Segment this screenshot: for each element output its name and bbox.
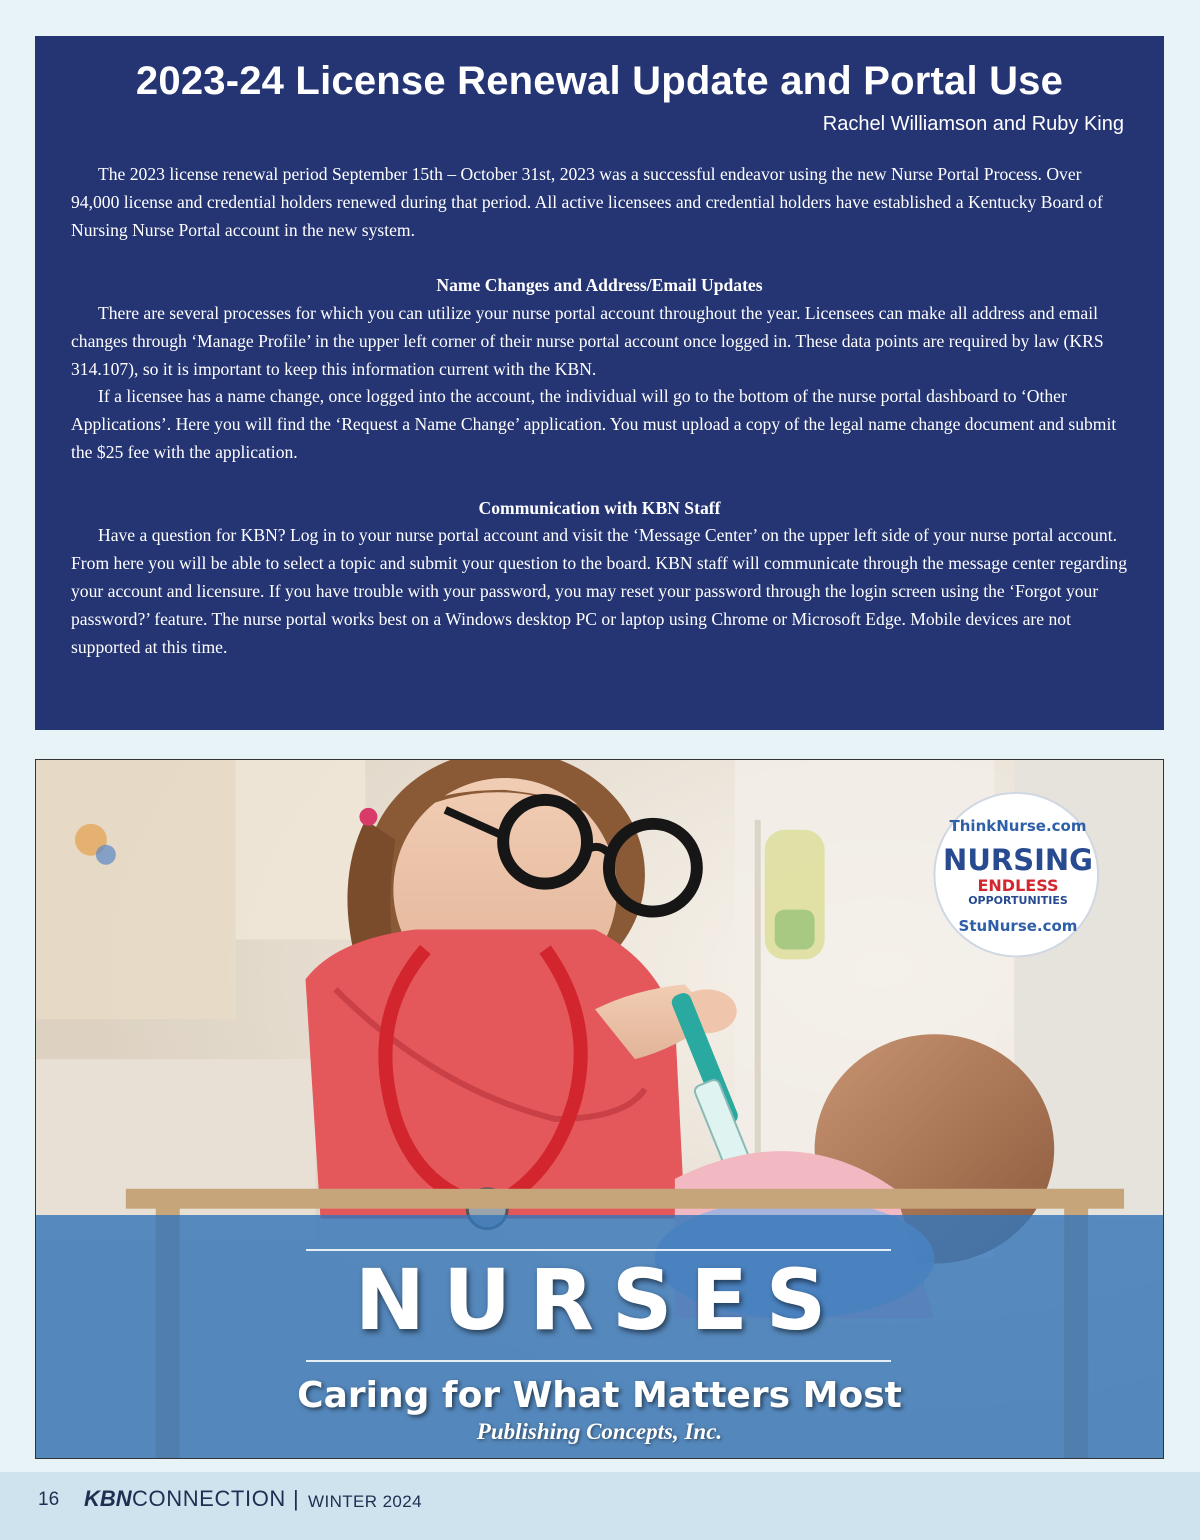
article-body <box>71 161 1128 661</box>
nurses-advertisement <box>35 759 1164 1459</box>
logo-sub-text-1: ENDLESS <box>977 876 1059 895</box>
page-footer <box>0 1472 1200 1540</box>
thinknurse-logo <box>936 793 1100 957</box>
logo-bottom-text: StuNurse.com <box>958 917 1078 935</box>
publication-name-bold: KBN <box>84 1486 132 1511</box>
ad-headline: NURSES <box>354 1251 845 1349</box>
logo-sub-text-2: OPPORTUNITIES <box>968 894 1068 907</box>
page-number: 16 <box>38 1489 60 1510</box>
name-changes-paragraph-2: If a licensee has a name change, once logged into the account, the individual will go to the bottom of the nurse portal dashboard to ‘Other Applications’. Here you will find the ‘Request a Name Change’ application. You must upload a copy of the legal name change document and submit the $25 fee with the application. <box>71 386 1117 462</box>
communication-paragraph: Have a question for KBN? Log in to your nurse portal account and visit the ‘Message Center’ on the upper left side of your nurse portal account. From here you will be able to select a topic and submit your question to the board. KBN staff will communicate through the message center regarding your account and licensure. If you have trouble with your password, you may reset your password through the login screen using the ‘Forgot your password?’ feature. The nurse portal works best on a Windows desktop PC or laptop using Chrome or Microsoft Edge. Mobile devices are not supported at this time. <box>71 525 1128 657</box>
ad-tagline: Caring for What Matters Most <box>297 1375 902 1416</box>
ad-rule-bottom <box>306 1360 891 1362</box>
article-byline: Rachel Williamson and Ruby King <box>822 113 1124 135</box>
article-box <box>35 36 1164 730</box>
publication-name-rest: CONNECTION <box>132 1486 286 1511</box>
section-heading-name-changes: Name Changes and Address/Email Updates <box>436 275 763 296</box>
section-heading-communication: Communication with KBN Staff <box>478 497 721 518</box>
ad-publisher: Publishing Concepts, Inc. <box>476 1419 723 1444</box>
issue-label: WINTER 2024 <box>308 1492 422 1511</box>
logo-top-text: ThinkNurse.com <box>949 817 1087 835</box>
footer-separator: | <box>293 1486 299 1511</box>
logo-main-text: NURSING <box>943 843 1093 877</box>
intro-paragraph: The 2023 license renewal period September 15th – October 31st, 2023 was a successful endeavor using the new Nurse Portal Process. Over 94,000 license and credential holders renewed during that period. All active licensees and credential holders have established a Kentucky Board of Nursing Nurse Portal account in the new system. <box>71 164 1103 240</box>
article-title: 2023-24 License Renewal Update and Portal Use <box>135 59 1064 103</box>
name-changes-paragraph-1: There are several processes for which you can utilize your nurse portal account throughout the year. Licensees can make all address and email changes through ‘Manage Profile’ in the upper left corner of their nurse portal account once logged in. These data points are required by law (KRS 314.107), so it is important to keep this information current with the KBN. <box>71 302 1104 379</box>
